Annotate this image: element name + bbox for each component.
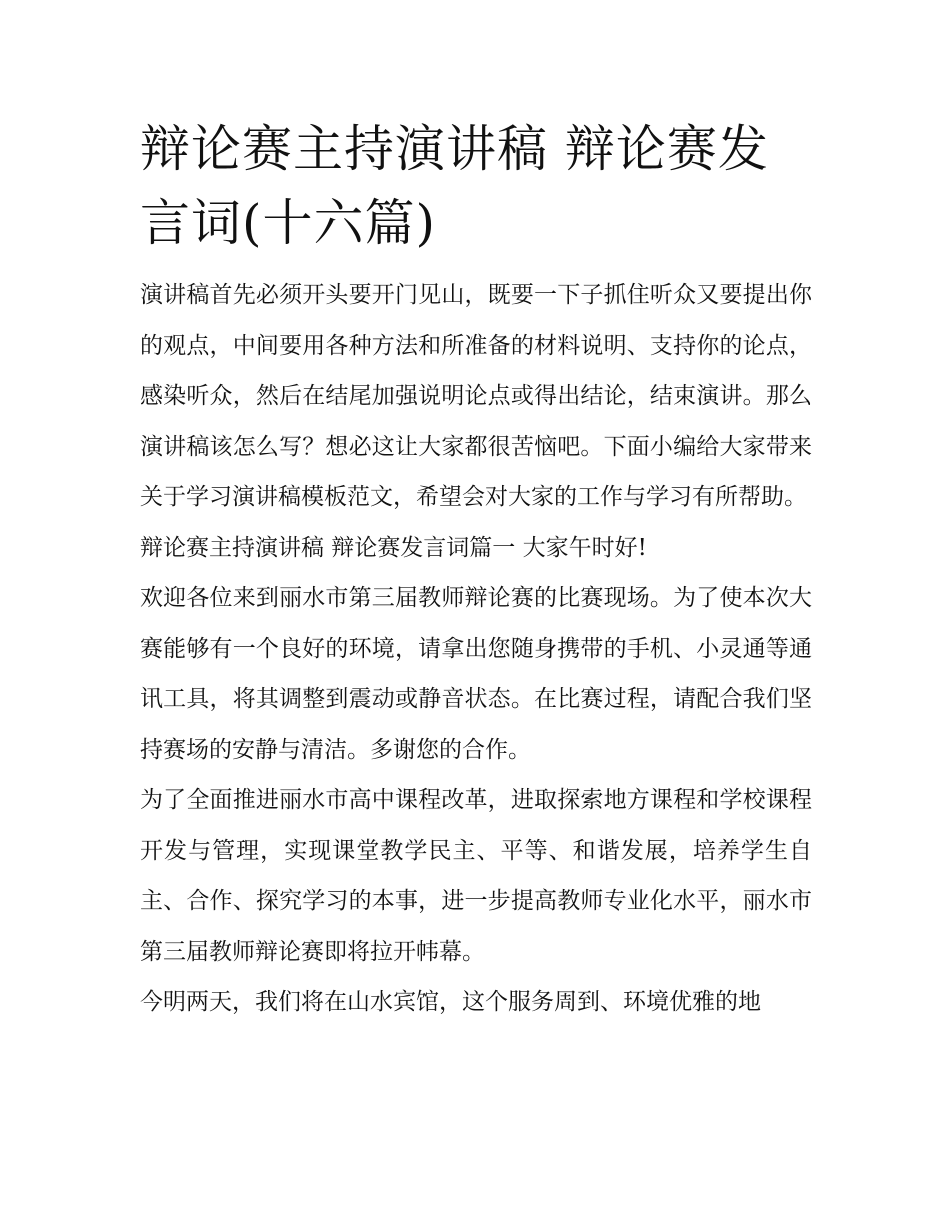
intro-paragraph: 演讲稿首先必须开头要开门见山，既要一下子抓住听众又要提出你的观点，中间要用各种方法和所准备的材料说明、支持你的论点，感染听众，然后在结尾加强说明论点或得出结论，结束演讲。那么演讲稿该怎么写？想必这让大家都很苦恼吧。下面小编给大家带来关于学习演讲稿模板范文，希望会对大家的工作与学习有所帮助。 <box>140 282 812 510</box>
section-heading-paragraph: 辩论赛主持演讲稿 辩论赛发言词篇一 大家午时好! <box>140 534 647 561</box>
venue-paragraph: 今明两天，我们将在山水宾馆，这个服务周到、环境优雅的地 <box>140 989 761 1015</box>
purpose-paragraph: 为了全面推进丽水市高中课程改革，进取探索地方课程和学校课程开发与管理，实现课堂教学民主、平等、和谐发展，培养学生自主、合作、探究学习的本事，进一步提高教师专业化水平，丽水市第三届教师辩论赛即将拉开帏幕。 <box>140 787 812 965</box>
welcome-paragraph: 欢迎各位来到丽水市第三届教师辩论赛的比赛现场。为了使本次大赛能够有一个良好的环境，请拿出您随身携带的手机、小灵通等通讯工具，将其调整到震动或静音状态。在比赛过程，请配合我们坚持赛场的安静与清洁。多谢您的合作。 <box>140 585 812 763</box>
document-title: 辩论赛主持演讲稿 辩论赛发言词(十六篇) <box>140 120 769 252</box>
document-page <box>140 112 812 1028</box>
